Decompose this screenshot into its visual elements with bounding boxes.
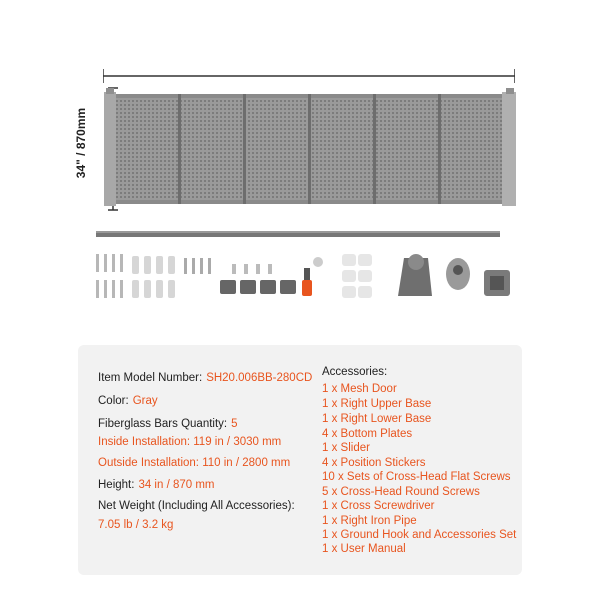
accessory-item: 4 x Position Stickers — [322, 457, 426, 469]
accessory-item: 1 x Ground Hook and Accessories Set — [322, 529, 517, 541]
color-label: Color: — [98, 395, 129, 407]
mesh-gate-image — [104, 88, 516, 210]
model-number-row — [98, 372, 312, 384]
accessories-title: Accessories: — [322, 366, 388, 378]
model-number-value: SH20.006BB-280CD — [206, 372, 313, 384]
inside-installation: Inside Installation: 119 in / 3030 mm — [98, 436, 282, 448]
height-dimension-label: 34" / 870mm — [74, 107, 89, 179]
weight-label: Net Weight (Including All Accessories): — [98, 500, 295, 512]
accessory-item: 10 x Sets of Cross-Head Flat Screws — [322, 471, 511, 483]
accessory-item: 1 x Right Iron Pipe — [322, 515, 417, 527]
height-value: 34 in / 870 mm — [138, 479, 215, 491]
bars-quantity-value: 5 — [231, 418, 238, 430]
accessory-item: 1 x Right Upper Base — [322, 398, 432, 410]
accessory-item: 1 x Mesh Door — [322, 383, 397, 395]
accessory-item: 1 x Cross Screwdriver — [322, 500, 435, 512]
height-row — [98, 479, 215, 491]
outside-installation: Outside Installation: 110 in / 2800 mm — [98, 457, 291, 469]
accessory-parts-image — [92, 248, 522, 308]
accessory-item: 1 x Right Lower Base — [322, 413, 432, 425]
weight-value: 7.05 lb / 3.2 kg — [98, 519, 174, 531]
iron-pipe-image — [96, 229, 500, 239]
accessory-item: 1 x User Manual — [322, 543, 406, 555]
accessory-item: 1 x Slider — [322, 442, 370, 454]
width-dimension-line — [103, 66, 515, 86]
color-row — [98, 395, 158, 407]
accessory-item: 4 x Bottom Plates — [322, 428, 413, 440]
model-number-label: Item Model Number: — [98, 372, 203, 384]
bars-quantity-label: Fiberglass Bars Quantity: — [98, 418, 228, 430]
bars-quantity-row — [98, 418, 238, 430]
accessory-item: 5 x Cross-Head Round Screws — [322, 486, 480, 498]
height-label: Height: — [98, 479, 135, 491]
color-value: Gray — [132, 395, 158, 407]
